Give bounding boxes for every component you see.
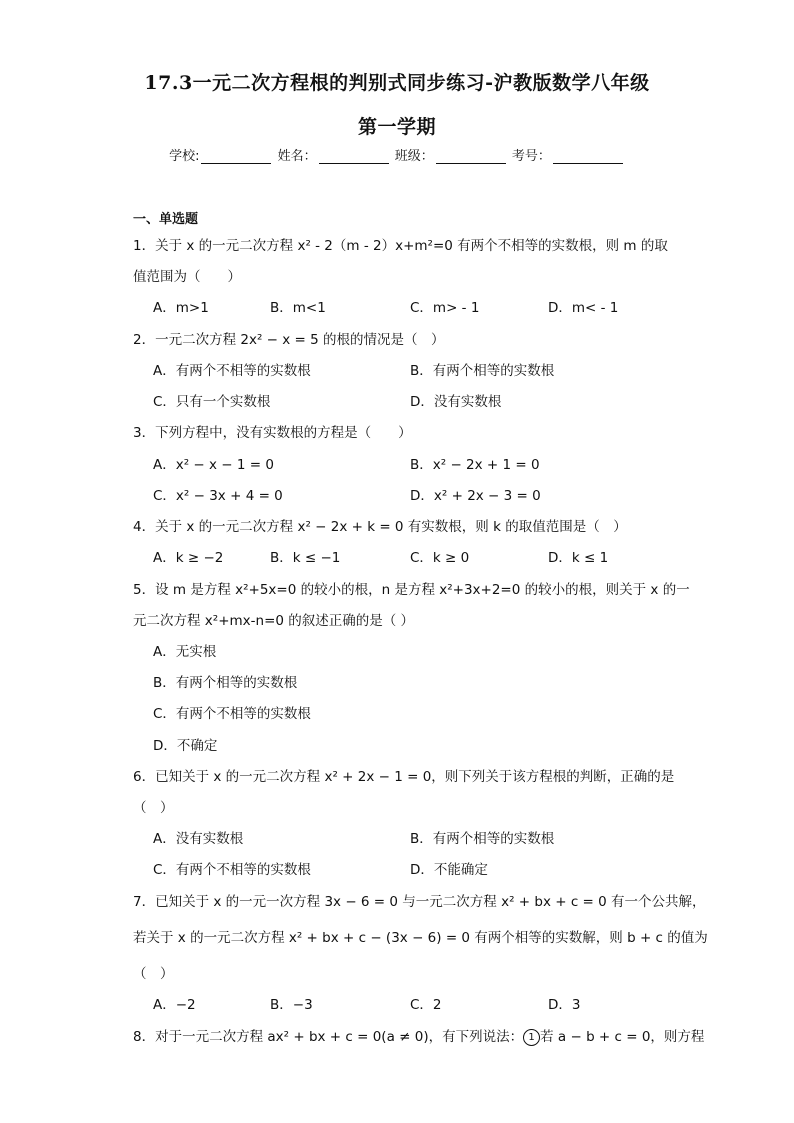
question-6-stem: 6．已知关于 x 的一元二次方程 x² + 2x − 1 = 0，则下列关于该方程根的判断，正确的是 [133,769,675,785]
school-label: 学校: [169,149,200,164]
q3-option-a[interactable]: A．x² − x − 1 = 0 [153,457,274,473]
circled-one-icon: 1 [523,1029,540,1046]
q4-option-b[interactable]: B．k ≤ −1 [270,550,341,566]
question-8-stem [133,1025,704,1046]
q3-option-b[interactable]: B．x² − 2x + 1 = 0 [410,457,540,473]
name-blank[interactable] [319,149,389,164]
question-7-stem-paren: （ ） [133,966,174,982]
question-7-stem-cont: 若关于 x 的一元二次方程 x² + bx + c − (3x − 6) = 0 有两个相等的实数解，则 b + c 的值为 [133,930,708,946]
name-label: 姓名： [277,149,317,164]
q7-option-d[interactable]: D．3 [548,997,581,1013]
question-1-stem: 1．关于 x 的一元二次方程 x² - 2（m - 2）x+m²=0 有两个不相等的实数根，则 m 的取 [133,238,668,254]
q5-option-b[interactable]: B．有两个相等的实数根 [153,675,298,691]
q1-option-c[interactable]: C．m> - 1 [410,300,480,316]
q6-option-c[interactable]: C．有两个不相等的实数根 [153,862,311,878]
question-7-stem: 7．已知关于 x 的一元一次方程 3x − 6 = 0 与一元二次方程 x² + bx + c = 0 有一个公共解， [133,894,706,910]
q6-option-a[interactable]: A．没有实数根 [153,831,244,847]
question-1-stem-cont: 值范围为（ ） [133,269,241,285]
question-3-stem: 3．下列方程中，没有实数根的方程是（ ） [133,425,412,441]
question-6-stem-cont: （ ） [133,800,174,816]
q4-option-d[interactable]: D．k ≤ 1 [548,550,609,566]
question-5-stem-cont: 元二次方程 x²+mx-n=0 的叙述正确的是（ ） [133,613,415,629]
page-title: 17.3一元二次方程根的判别式同步练习-沪教版数学八年级 [144,72,650,94]
q5-option-a[interactable]: A．无实根 [153,644,217,660]
q2-option-c[interactable]: C．只有一个实数根 [153,394,271,410]
q8-stem-start: 8．对于一元二次方程 ax² + bx + c = 0(a ≠ 0)，有下列说法： [133,1029,524,1045]
q7-option-c[interactable]: C．2 [410,997,442,1013]
number-label: 考号： [511,149,551,164]
q4-option-c[interactable]: C．k ≥ 0 [410,550,470,566]
q3-option-d[interactable]: D．x² + 2x − 3 = 0 [410,488,541,504]
q2-option-d[interactable]: D．没有实数根 [410,394,502,410]
q4-option-a[interactable]: A．k ≥ −2 [153,550,224,566]
number-blank[interactable] [553,149,623,164]
q5-option-c[interactable]: C．有两个不相等的实数根 [153,706,311,722]
q6-option-b[interactable]: B．有两个相等的实数根 [410,831,555,847]
q6-option-d[interactable]: D．不能确定 [410,862,488,878]
class-label: 班级： [394,149,434,164]
q3-option-c[interactable]: C．x² − 3x + 4 = 0 [153,488,283,504]
q1-option-b[interactable]: B．m<1 [270,300,326,316]
q8-stem-end: 若 a − b + c = 0，则方程 [540,1029,705,1045]
student-info-row [0,145,794,164]
q1-option-a[interactable]: A．m>1 [153,300,209,316]
q2-option-a[interactable]: A．有两个不相等的实数根 [153,363,311,379]
q2-option-b[interactable]: B．有两个相等的实数根 [410,363,555,379]
question-4-stem: 4．关于 x 的一元二次方程 x² − 2x + k = 0 有实数根，则 k 的取值范围是（ ） [133,519,627,535]
q7-option-a[interactable]: A．−2 [153,997,196,1013]
page-subtitle: 第一学期 [357,116,436,138]
class-blank[interactable] [436,149,506,164]
school-blank[interactable] [201,149,271,164]
section-heading: 一、单选题 [133,212,199,227]
q1-option-d[interactable]: D．m< - 1 [548,300,619,316]
question-2-stem: 2．一元二次方程 2x² − x = 5 的根的情况是（ ） [133,332,445,348]
q5-option-d[interactable]: D．不确定 [153,738,218,754]
q7-option-b[interactable]: B．−3 [270,997,313,1013]
question-5-stem: 5．设 m 是方程 x²+5x=0 的较小的根，n 是方程 x²+3x+2=0 的较小的根，则关于 x 的一 [133,582,690,598]
